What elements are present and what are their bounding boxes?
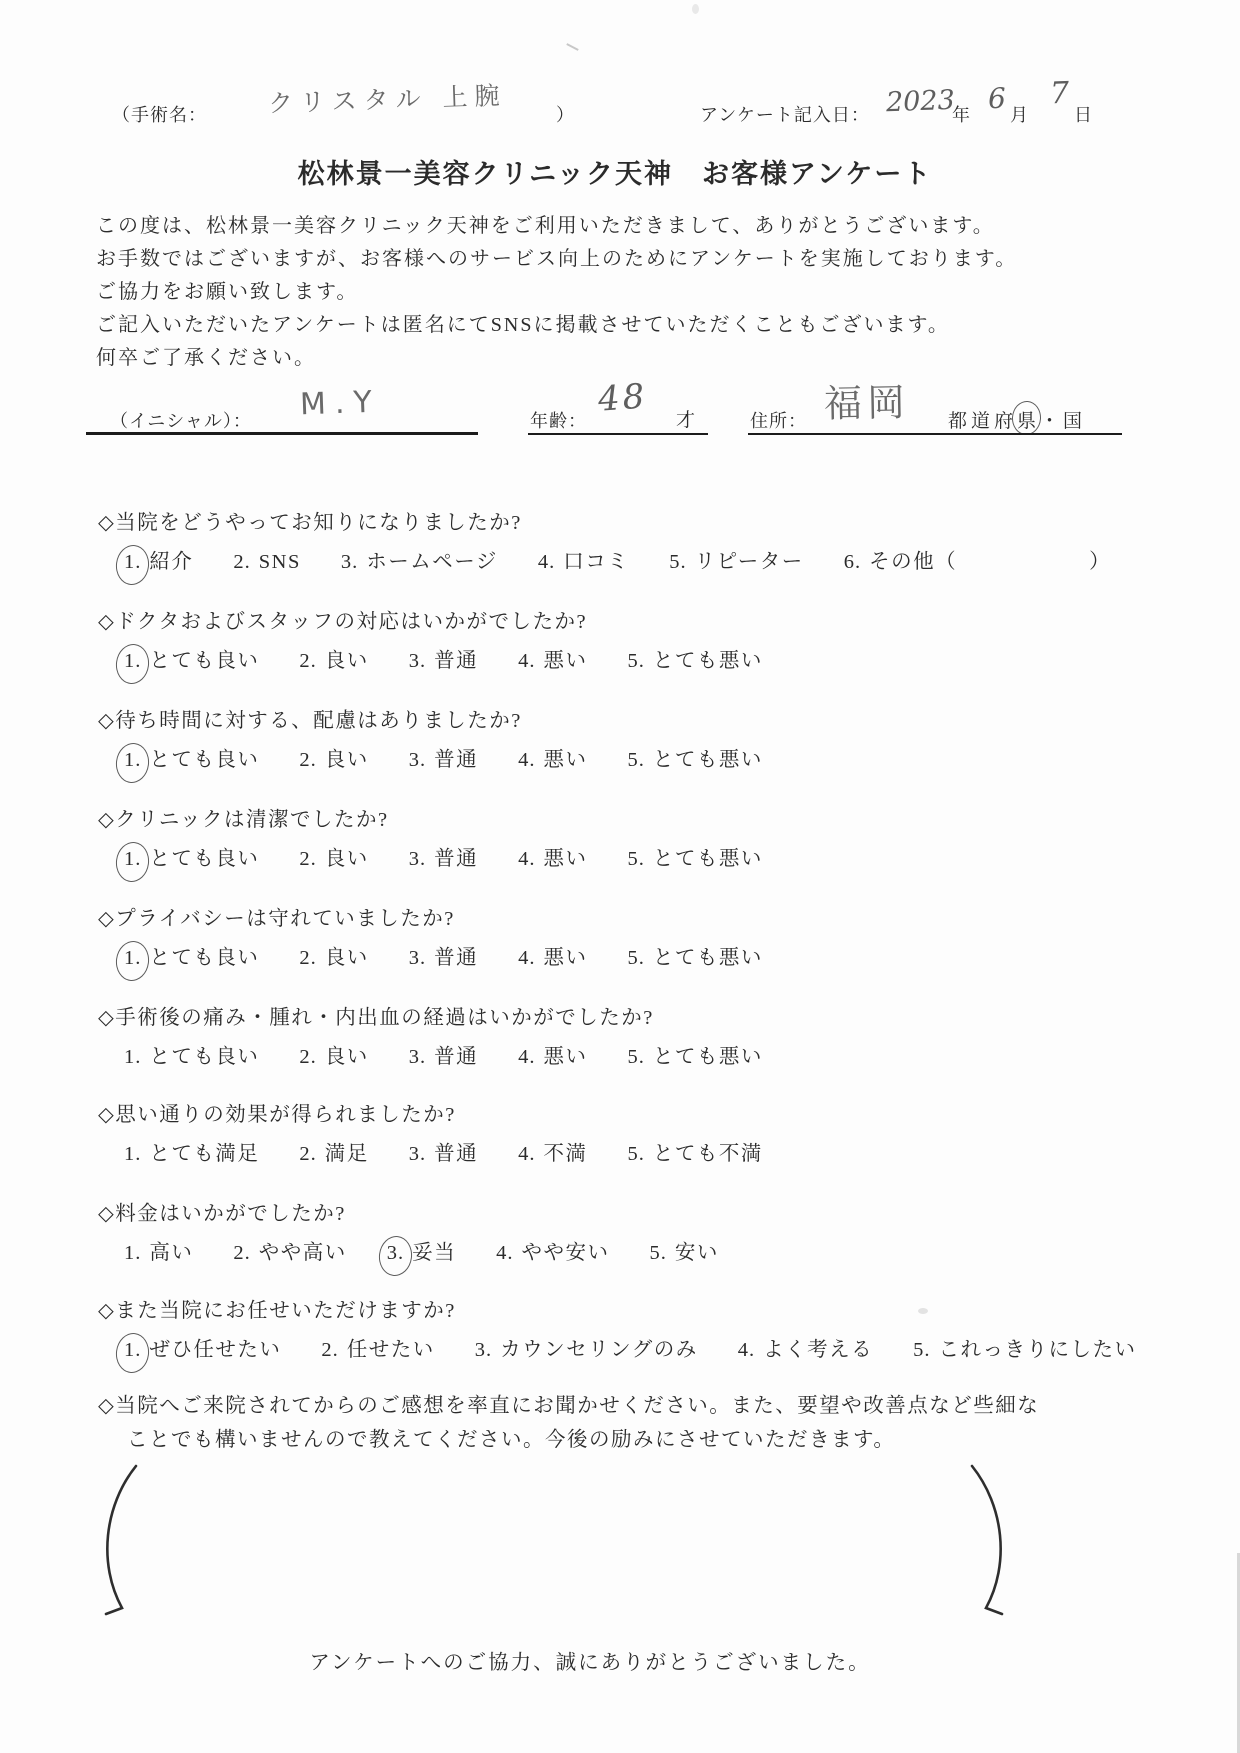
question-block [98,703,803,772]
address-label: 住所： [750,411,807,431]
option-number: 3. [408,1046,427,1068]
option-label: 普通 [434,749,479,771]
option-label: 妥当 [412,1242,457,1264]
scan-artifact-slash [566,43,578,51]
intro-line: 何卒ご了承ください。 [96,347,316,369]
answer-option [628,940,763,970]
survey-date-label: アンケート記入日： [700,105,870,125]
option-label: 悪い [543,1046,588,1068]
option-number: 4. [496,1242,514,1264]
question-title: ◇料金はいかがでしたか? [98,1203,346,1225]
answer-option [299,1039,368,1069]
option-number: 1. [124,1242,142,1264]
question-title: ◇また当院にお任せいただけますか? [98,1300,456,1322]
answer-option [628,841,763,871]
feedback-prompt-line1: ◇当院へご来院されてからのご感想を率直にお聞かせください。また、要望や改善点など些細な [98,1395,1040,1417]
option-label: とても良い [149,947,260,969]
option-label: とても良い [149,650,260,672]
option-label: 安い [674,1242,719,1264]
answer-option [409,1039,478,1069]
surgery-name-label: （手術名： [112,105,207,125]
question-block [98,1097,803,1166]
comment-area-brackets [84,1462,1024,1622]
option-number-circled: 3. [386,1242,405,1264]
option-number: 1. [124,1143,142,1165]
option-number: 4. [518,1046,536,1068]
option-number: 5. [649,1242,667,1264]
option-label: 紹介 [149,551,194,573]
age-underline [528,433,708,435]
option-label: 普通 [434,1143,479,1165]
option-label: とても不満 [652,1143,763,1165]
option-label: とても悪い [652,1046,763,1068]
age-unit: 才 [676,410,697,431]
address-region-post: ・国 [1040,411,1087,432]
answer-option [669,544,804,574]
option-number: 3. [408,749,427,771]
option-label: ホームページ [366,551,498,573]
answer-option [321,1332,434,1362]
answer-option [299,742,368,772]
option-label: とても悪い [652,848,763,870]
answer-option [124,841,259,871]
answer-option [299,841,368,871]
answer-option [628,643,763,673]
option-number-circled: 1. [124,848,142,870]
date-month-handwritten: 6 [987,81,1007,116]
option-label: とても良い [149,1046,260,1068]
option-label: 満足 [324,1143,369,1165]
date-day-handwritten: 7 [1049,75,1070,112]
initial-handwritten: M.Y [299,384,382,423]
answer-option [124,1136,259,1166]
option-label: 口コミ [563,551,630,573]
answer-option [628,742,763,772]
answer-option [518,643,587,673]
question-title: ◇ドクタおよびスタッフの対応はいかがでしたか? [98,611,588,633]
option-number: 2. [299,749,317,771]
answer-option [124,742,259,772]
answer-option [496,1235,609,1265]
question-options [124,643,803,673]
option-number: 2. [233,1242,251,1264]
answer-option [844,544,1111,574]
answer-option [738,1332,873,1362]
answer-option [518,841,587,871]
option-number-circled: 1. [124,947,142,969]
answer-option [518,742,587,772]
option-number-circled: 1. [124,749,142,771]
option-label: ぜひ任せたい [149,1339,282,1361]
answer-option [518,1039,587,1069]
question-block [98,901,803,970]
answer-option [518,1136,587,1166]
answer-option [124,544,193,574]
answer-option [475,1332,698,1362]
question-options [124,841,803,871]
address-region-suffix [948,406,1086,433]
option-number: 2. [233,551,251,573]
option-label: 良い [324,749,369,771]
answer-option [124,1235,193,1265]
option-number: 3. [408,1143,427,1165]
question-title: ◇当院をどうやってお知りになりましたか? [98,512,522,534]
answer-option [538,544,629,574]
question-block [98,1293,1176,1362]
intro-line: ご協力をお願い致します。 [96,281,359,303]
answer-option [409,643,478,673]
option-label: とても悪い [652,749,763,771]
answer-option [409,841,478,871]
option-label: 悪い [543,749,588,771]
option-number: 4. [518,947,536,969]
option-label: 悪い [543,848,588,870]
age-handwritten: 48 [596,376,649,420]
option-label: 高い [149,1242,194,1264]
answer-option [387,1235,456,1265]
address-underline [748,433,1122,435]
page-title: 松林景一美容クリニック天神 お客様アンケート [297,159,933,189]
question-options [124,1039,803,1069]
date-day-unit: 日 [1074,105,1093,125]
intro-line: ご記入いただいたアンケートは匿名にてSNSに掲載させていただくこともございます。 [96,314,950,336]
question-options [124,940,803,970]
option-label: カウンセリングのみ [500,1339,698,1361]
option-number: 2. [299,848,317,870]
answer-option [341,544,498,574]
answer-option [628,1136,763,1166]
option-label: とても満足 [149,1143,260,1165]
option-number: 6. [843,551,862,573]
option-number: 3. [408,848,427,870]
scan-artifact-speck [692,4,699,14]
option-label: とても良い [149,749,260,771]
question-block [98,505,1151,574]
address-region-circled-kanji: 県 [1017,406,1040,433]
option-label: 不満 [543,1143,588,1165]
answer-option [124,1332,281,1362]
option-label: 悪い [543,947,588,969]
intro-line: この度は、松林景一美容クリニック天神をご利用いただきまして、ありがとうございます。 [96,215,995,237]
option-number: 2. [299,947,317,969]
answer-option [233,1235,346,1265]
option-number: 4. [518,1143,536,1165]
option-number: 5. [627,1143,645,1165]
address-handwritten: 福岡 [823,380,911,426]
option-number: 5. [627,749,645,771]
option-label: とても悪い [652,947,763,969]
option-number: 5. [627,650,645,672]
option-label: これっきりにしたい [938,1339,1137,1361]
option-number: 5. [627,947,645,969]
option-number: 3. [408,650,427,672]
question-options [124,1235,759,1265]
option-label: 普通 [434,1046,479,1068]
option-label: 普通 [434,650,479,672]
intro-line: お手数ではございますが、お客様へのサービス向上のためにアンケートを実施しております。 [96,248,1018,270]
option-number: 3. [408,947,427,969]
option-label: よく考える [763,1339,874,1361]
option-number-circled: 1. [124,650,142,672]
answer-option [233,551,300,574]
option-label: 普通 [434,848,479,870]
question-title: ◇手術後の痛み・腫れ・内出血の経過はいかがでしたか? [98,1007,654,1029]
date-month-unit: 月 [1010,105,1029,125]
answer-option [518,940,587,970]
option-number: 4. [518,749,536,771]
answer-option [299,1136,368,1166]
date-year-handwritten: 2023 [885,84,956,119]
address-region-pre: 都道府 [948,411,1018,432]
option-number: 5. [627,1046,645,1068]
option-label: その他（ ） [869,551,1112,573]
initial-underline [86,432,478,435]
option-number: 5. [627,848,645,870]
option-label: 良い [324,650,369,672]
answer-option [124,1039,259,1069]
question-title: ◇クリニックは清潔でしたか? [98,809,389,831]
question-options [124,1136,803,1166]
answer-option [628,1039,763,1069]
question-block [98,1196,759,1265]
option-number: 2. [299,650,317,672]
option-label: 普通 [434,947,479,969]
option-label: リピーター [694,551,804,573]
initial-label: （イニシャル）： [110,411,252,431]
answer-option [409,1136,478,1166]
answer-option [124,643,259,673]
question-options [124,1332,1176,1362]
question-title: ◇待ち時間に対する、配慮はありましたか? [98,710,522,732]
surgery-name-handwritten: クリスタル 上腕 [267,80,507,119]
option-label: やや高い [258,1242,347,1264]
option-number: 3. [474,1339,493,1361]
feedback-prompt-line2: ことでも構いませんので教えてください。今後の励みにさせていただきます。 [127,1429,896,1451]
option-number: 2. [299,1143,317,1165]
option-number: 2. [321,1339,339,1361]
answer-option [299,643,368,673]
answer-option [913,1332,1136,1362]
question-title: ◇思い通りの効果が得られましたか? [98,1104,456,1126]
question-block [98,604,803,673]
option-number: 4. [518,650,536,672]
question-title: ◇プライバシーは守れていましたか? [98,908,455,930]
option-label: 良い [324,848,369,870]
option-number: 5. [669,551,687,573]
option-number: 3. [340,551,359,573]
question-options [124,544,1151,574]
surgery-name-close-paren: ） [556,105,575,125]
answer-option [409,742,478,772]
option-number-circled: 1. [124,551,142,573]
option-number-circled: 1. [124,1339,142,1361]
closing-thanks: アンケートへのご協力、誠にありがとうございました。 [309,1652,871,1674]
answer-option [409,940,478,970]
question-block [98,1000,803,1069]
option-label: 良い [324,1046,369,1068]
question-options [124,742,803,772]
option-label: 良い [324,947,369,969]
option-number: 5. [913,1339,931,1361]
answer-option [299,940,368,970]
option-label: とても良い [149,848,260,870]
answer-option [124,940,259,970]
option-label: とても悪い [652,650,763,672]
option-label: 悪い [543,650,588,672]
option-number: 4. [737,1339,756,1361]
option-number: 4. [537,551,556,573]
option-number: 1. [124,1046,142,1068]
age-label: 年齢： [530,411,587,431]
option-number: 2. [299,1046,317,1068]
scan-artifact-smudge [918,1308,928,1314]
option-number: 4. [518,848,536,870]
date-year-unit: 年 [952,105,971,125]
answer-option [650,1235,719,1265]
option-label: SNS [258,551,301,573]
question-block [98,802,803,871]
option-label: 任せたい [346,1339,435,1361]
option-label: やや安い [521,1242,610,1264]
